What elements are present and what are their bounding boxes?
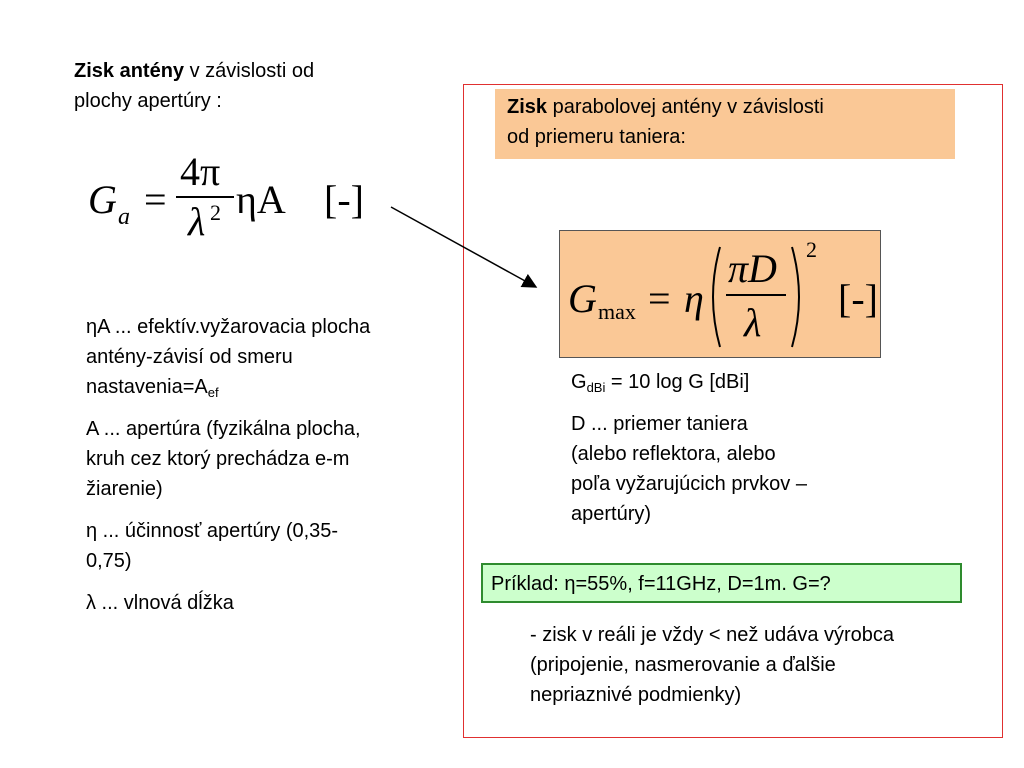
formula-equals: = [144,177,167,222]
formula-denominator-exp: 2 [210,200,221,225]
def-a-line3: žiarenie) [86,478,163,500]
def-lambda: λ ... vlnová dĺžka [86,592,234,614]
d-line3: poľa vyžarujúcich prvkov – [571,473,807,495]
def-eta-line1: η ... účinnosť apertúry (0,35- [86,520,339,542]
left-title-bold: Zisk antény [74,60,185,82]
gmax-numerator: πD [728,246,777,291]
gmax-equals: = [648,276,671,321]
d-line1: D ... priemer taniera [571,413,748,435]
note-line1: - zisk v reáli je vždy < než udáva výrobca [530,624,895,646]
header-line2: od priemeru taniera: [507,126,686,148]
def-eta-a-sub: ef [207,385,219,400]
parabolic-gain-formula [559,230,881,358]
formula-ga-sub: a [118,204,130,230]
left-paren [704,245,724,349]
formula-numerator: 4π [180,149,221,194]
def-a-line1: A ... apertúra (fyzikálna plocha, [86,418,361,440]
def-eta-a-line1: ηA ... efektív.vyžarovacia plocha [86,316,371,338]
example-text: Príklad: η=55%, f=11GHz, D=1m. G=? [491,573,831,595]
def-eta-a-line2: antény-závisí od smeru [86,346,293,368]
left-title-line2: plochy apertúry : [74,90,222,112]
right-description [571,367,891,529]
left-title-rest: v závislosti od [184,60,315,82]
gdbi-sub: dBi [586,380,606,395]
gmax-sub: max [598,299,636,324]
gdbi-base: G [571,371,587,393]
gdbi-rest: = 10 log G [dBi] [605,371,750,393]
def-a-line2: kruh cez ktorý prechádza e-m [86,448,350,470]
formula-factor: ηA [236,177,286,222]
gmax-fraction-bar [726,294,786,296]
gmax-base: G [568,276,597,321]
d-line2: (alebo reflektora, alebo [571,443,776,465]
d-line4: apertúry) [571,503,652,525]
def-eta-line2: 0,75) [86,550,132,572]
gmax-exponent: 2 [806,237,817,262]
header-bold: Zisk [507,96,548,118]
def-eta-a-line3: nastavenia=A [86,376,208,398]
formula-denominator: λ [188,199,206,244]
header-rest: parabolovej antény v závislosti [547,96,824,118]
example-box [481,563,962,603]
formula-ga-base: G [88,177,117,222]
note [530,620,1000,710]
note-line3: nepriaznivé podmienky) [530,684,742,706]
gmax-denominator: λ [744,300,762,345]
gmax-unit: [-] [838,276,878,321]
note-line2: (pripojenie, nasmerovanie a ďalšie [530,654,836,676]
gmax-eta: η [684,276,704,321]
formula-unit: [-] [324,177,364,222]
right-paren [788,245,808,349]
